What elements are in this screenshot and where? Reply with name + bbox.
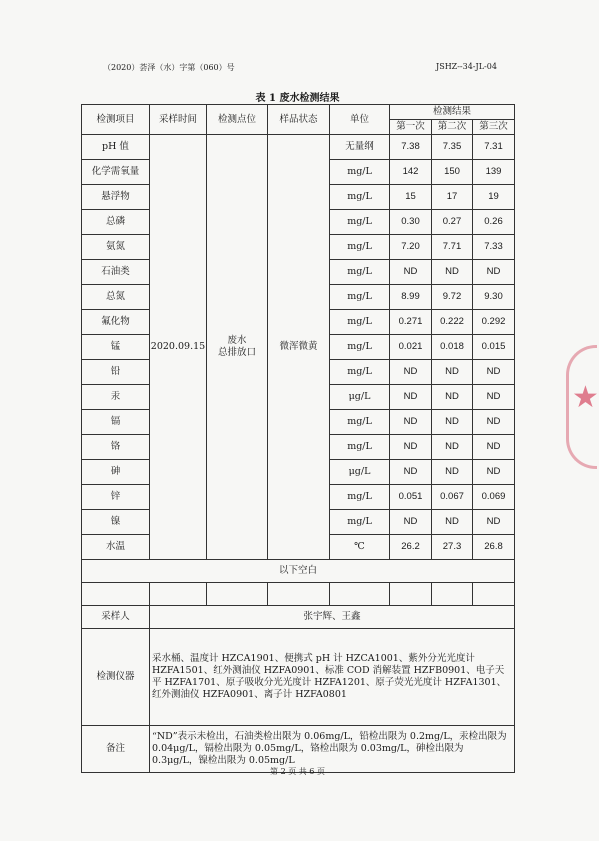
result-2-cell: 7.35 xyxy=(432,135,473,160)
result-1-cell: 15 xyxy=(390,185,432,210)
result-3-cell: 7.31 xyxy=(473,135,515,160)
header-round-3: 第三次 xyxy=(473,120,515,135)
unit-cell: ℃ xyxy=(330,535,390,560)
unit-cell: μg/L xyxy=(330,460,390,485)
report-number: （2020）荟泽（水）字第（060）号 xyxy=(103,63,235,72)
result-1-cell: 0.051 xyxy=(390,485,432,510)
unit-cell: mg/L xyxy=(330,335,390,360)
sampling-point-line-2: 总排放口 xyxy=(217,347,256,358)
table-title: 表 1 废水检测结果 xyxy=(255,93,340,104)
item-cell: 镍 xyxy=(82,510,150,535)
item-cell: 铬 xyxy=(82,435,150,460)
item-cell: 镉 xyxy=(82,410,150,435)
unit-cell: mg/L xyxy=(330,235,390,260)
result-3-cell: ND xyxy=(473,510,515,535)
result-3-cell: ND xyxy=(473,260,515,285)
header-sample-time: 采样时间 xyxy=(150,105,207,135)
result-3-cell: ND xyxy=(473,410,515,435)
unit-cell: 无量纲 xyxy=(330,135,390,160)
sampler-label: 采样人 xyxy=(82,606,150,629)
header-unit: 单位 xyxy=(330,105,390,135)
sampling-point-cell xyxy=(207,135,268,560)
unit-cell: mg/L xyxy=(330,260,390,285)
item-cell: 总磷 xyxy=(82,210,150,235)
result-2-cell: ND xyxy=(432,360,473,385)
result-1-cell: ND xyxy=(390,360,432,385)
result-3-cell: 139 xyxy=(473,160,515,185)
result-2-cell: ND xyxy=(432,460,473,485)
result-2-cell: 0.27 xyxy=(432,210,473,235)
remarks-label: 备注 xyxy=(82,726,150,773)
remarks-value: “ND”表示未检出，石油类检出限为 0.06mg/L，铅检出限为 0.2mg/L，汞检出限为 0.04μg/L，镉检出限为 0.05mg/L，铬检出限为 0.03mg/L，砷检出限为 0.3μg/L，镍检出限为 0.05mg/L xyxy=(150,726,515,773)
result-2-cell: 9.72 xyxy=(432,285,473,310)
sampling-point-line-1: 废水 xyxy=(227,335,247,346)
unit-cell: μg/L xyxy=(330,385,390,410)
unit-cell: mg/L xyxy=(330,435,390,460)
result-2-cell: ND xyxy=(432,385,473,410)
item-cell: pH 值 xyxy=(82,135,150,160)
result-1-cell: ND xyxy=(390,385,432,410)
result-2-cell: 27.3 xyxy=(432,535,473,560)
result-1-cell: 26.2 xyxy=(390,535,432,560)
item-cell: 总氮 xyxy=(82,285,150,310)
unit-cell: mg/L xyxy=(330,485,390,510)
page-number: 第 2 页 共 6 页 xyxy=(270,767,325,776)
result-1-cell: ND xyxy=(390,460,432,485)
seal-star-icon: ★ xyxy=(572,380,599,415)
item-cell: 汞 xyxy=(82,385,150,410)
result-2-cell: 0.222 xyxy=(432,310,473,335)
result-3-cell: ND xyxy=(473,385,515,410)
result-1-cell: 142 xyxy=(390,160,432,185)
result-1-cell: 7.38 xyxy=(390,135,432,160)
result-1-cell: ND xyxy=(390,435,432,460)
table-row xyxy=(82,135,515,160)
item-cell: 砷 xyxy=(82,460,150,485)
results-table xyxy=(81,104,515,773)
result-2-cell: 0.018 xyxy=(432,335,473,360)
result-3-cell: 0.26 xyxy=(473,210,515,235)
header-round-1: 第一次 xyxy=(390,120,432,135)
result-3-cell: ND xyxy=(473,435,515,460)
unit-cell: mg/L xyxy=(330,510,390,535)
result-1-cell: 7.20 xyxy=(390,235,432,260)
header-state: 样品状态 xyxy=(268,105,330,135)
item-cell: 石油类 xyxy=(82,260,150,285)
item-cell: 悬浮物 xyxy=(82,185,150,210)
result-3-cell: 9.30 xyxy=(473,285,515,310)
result-1-cell: 0.021 xyxy=(390,335,432,360)
result-2-cell: ND xyxy=(432,435,473,460)
sampler-value: 张宇辉、王鑫 xyxy=(150,606,515,629)
unit-cell: mg/L xyxy=(330,185,390,210)
result-3-cell: 19 xyxy=(473,185,515,210)
document-code: JSHZ--34-JL-04 xyxy=(436,62,497,71)
header-item: 检测项目 xyxy=(82,105,150,135)
item-cell: 化学需氧量 xyxy=(82,160,150,185)
header-round-2: 第二次 xyxy=(432,120,473,135)
result-2-cell: 7.71 xyxy=(432,235,473,260)
unit-cell: mg/L xyxy=(330,360,390,385)
result-3-cell: 0.292 xyxy=(473,310,515,335)
item-cell: 锰 xyxy=(82,335,150,360)
unit-cell: mg/L xyxy=(330,285,390,310)
result-2-cell: ND xyxy=(432,260,473,285)
item-cell: 锌 xyxy=(82,485,150,510)
result-3-cell: ND xyxy=(473,360,515,385)
unit-cell: mg/L xyxy=(330,210,390,235)
header-results: 检测结果 xyxy=(390,105,515,120)
empty-row xyxy=(82,583,515,606)
item-cell: 氟化物 xyxy=(82,310,150,335)
instruments-value: 采水桶、温度计 HZCA1901、便携式 pH 计 HZCA1001、紫外分光光度计 HZFA1501、红外测油仪 HZFA0901、标准 COD 消解装置 HZFB0901、电子天平 HZFA1701、原子吸收分光光度计 HZFA1201、原子荧光光度计 HZFA1301、红外测油仪 HZFA0901、离子计 HZFA0801 xyxy=(150,629,515,726)
result-2-cell: 17 xyxy=(432,185,473,210)
header-point: 检测点位 xyxy=(207,105,268,135)
result-3-cell: ND xyxy=(473,460,515,485)
sample-state-cell: 微浑微黄 xyxy=(268,135,330,560)
result-1-cell: ND xyxy=(390,410,432,435)
result-1-cell: 0.271 xyxy=(390,310,432,335)
result-3-cell: 7.33 xyxy=(473,235,515,260)
result-1-cell: 8.99 xyxy=(390,285,432,310)
result-2-cell: ND xyxy=(432,410,473,435)
result-3-cell: 0.069 xyxy=(473,485,515,510)
instruments-label: 检测仪器 xyxy=(82,629,150,726)
unit-cell: mg/L xyxy=(330,410,390,435)
result-2-cell: 0.067 xyxy=(432,485,473,510)
result-3-cell: 0.015 xyxy=(473,335,515,360)
result-1-cell: ND xyxy=(390,260,432,285)
sample-time-cell: 2020.09.15 xyxy=(150,135,207,560)
blank-below-note: 以下空白 xyxy=(82,560,515,583)
result-2-cell: 150 xyxy=(432,160,473,185)
result-1-cell: 0.30 xyxy=(390,210,432,235)
item-cell: 水温 xyxy=(82,535,150,560)
result-1-cell: ND xyxy=(390,510,432,535)
item-cell: 氨氮 xyxy=(82,235,150,260)
result-2-cell: ND xyxy=(432,510,473,535)
unit-cell: mg/L xyxy=(330,160,390,185)
unit-cell: mg/L xyxy=(330,310,390,335)
item-cell: 铅 xyxy=(82,360,150,385)
result-3-cell: 26.8 xyxy=(473,535,515,560)
